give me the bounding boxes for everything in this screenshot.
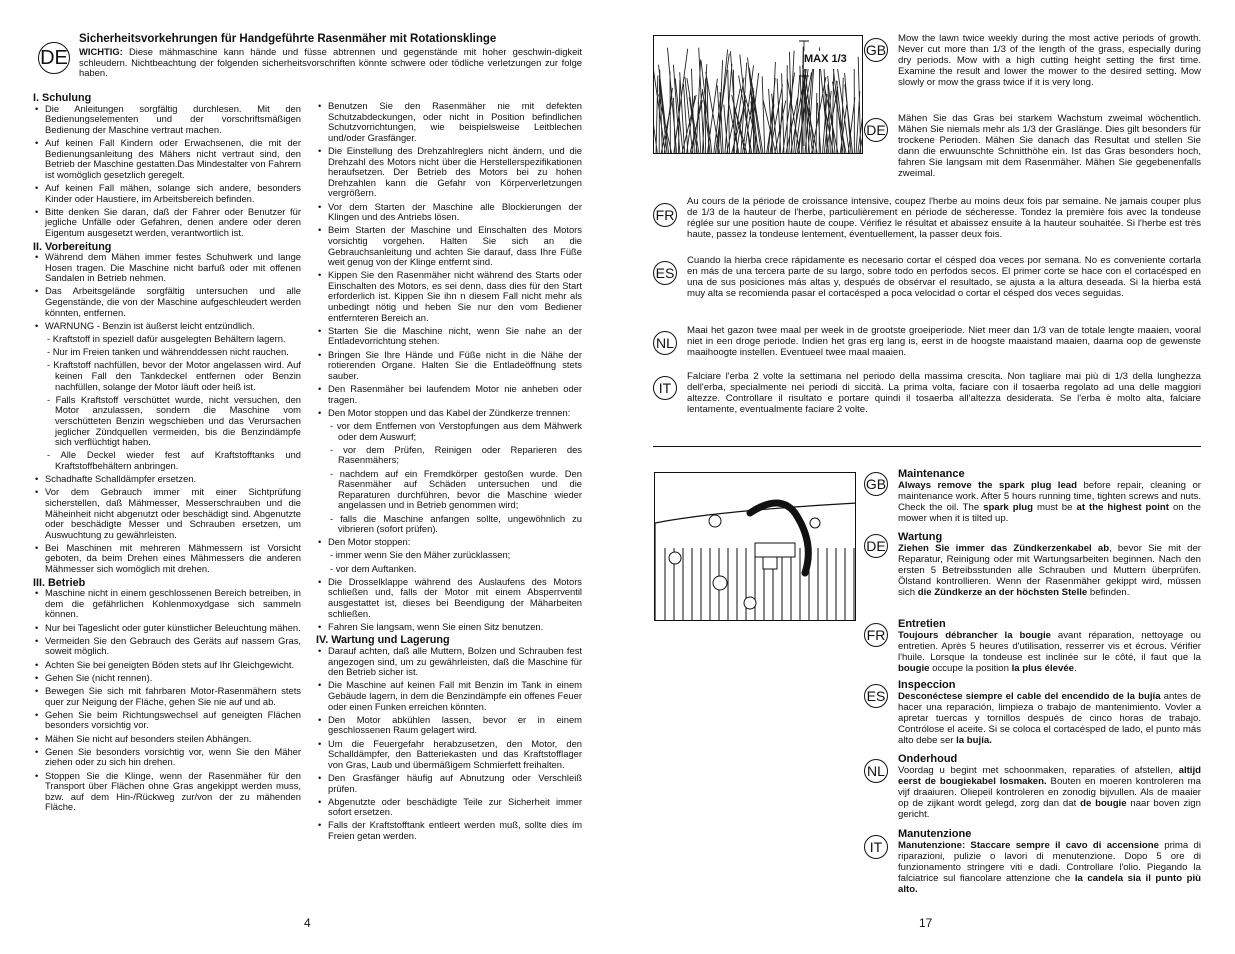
body-text: occupe la position [929, 663, 1012, 674]
mowing-paragraph-es: Cuando la hierba crece rápidamente es necesario cortar el césped doa veces por semana. No es conveniente cortarla en más de una tercera parte de su largo, sobre todo en perfodos secos. El primer corte se hace con el cortacésped en una de sus posiciones más altas y, después de obsérvar el resultado, se ajusta a la altura deseada. Si la hierba está muy alta se recomienda pasar el cortacésped a poca velocidad o cortar el césped dos veces seguidas. [687, 255, 1201, 299]
maintenance-heading: Wartung [898, 531, 943, 543]
bullet-item [316, 646, 582, 678]
bold-text: Ziehen Sie immer das Zündkerzenkabel ab [898, 543, 1110, 554]
body-text: , bevor Sie mit der Reparatur, Reinigung oder mit Wartungsarbeiten beginnen. Nach den ersten 5 Betreibsstunden alle Schrauben und Muttern überprüfen. Ölstand kontrollieren. Wenn der Rasenmäher gekippt wird, müssen sich [898, 543, 1201, 598]
body-text: on the mower when it is tilted up. [898, 502, 1201, 524]
maintenance-text [898, 480, 1201, 524]
bold-text: de bougie [1080, 798, 1127, 809]
lang-badge-de: DE [864, 118, 888, 142]
bullet-text: Stoppen Sie die Klinge, wenn der Rasenmäher für den Transport über Flächen ohne Gras angekippt werden muss, bzw. auf dem Hin-/Rückweg zur/von der zu mähenden Fläche. [45, 769, 301, 813]
bullet: • [35, 136, 39, 148]
bullet: • [318, 679, 322, 691]
bullet: • [318, 819, 322, 831]
maintenance-heading: Entretien [898, 618, 946, 630]
sub-item: - vor dem Prüfen, Reinigen oder Reparieren des Rasenmähers; [330, 443, 582, 466]
sub-item: - falls die Maschine anfangen sollte, ungewöhnlich zu vibrieren (sofort prüfen). [330, 512, 582, 535]
bullet-text: Abgenutzte oder beschädigte Teile zur Sicherheit immer sofort ersetzen. [328, 795, 582, 818]
maintenance-block-it [898, 829, 1201, 895]
sub-item: - vor dem Auftanken. [330, 562, 417, 574]
bold-text: altijd eerst de bougiekabel losmaken. [898, 765, 1201, 787]
bullet-text: Beim Starten der Maschine und Einschalten des Motors vorsichtig vorgehen. Halten Sie sich an die Gebrauchsanleitung und achten Sie darauf, dass Ihre Füße weit genug von der Klinge entfernt sind. [328, 224, 582, 268]
lang-badge-fr: FR [864, 623, 888, 647]
mowing-paragraph-fr: Au cours de la période de croissance intensive, coupez l'herbe au moins deux fois par semaine. Ne jamais couper plus de 1/3 de la hauteur de l'herbe, particulièrement en période de sécheresse. Tondez la première fois avec la tondeuse réglée sur une position haute de coupe. Vérifiez le résultat et abaissez ensuite à la hauteur souhaitée. Si l'herbe est très haute, passez la tondeuse lentement, éventuellement, la passer deux fois. [687, 196, 1201, 240]
bullet-item [33, 252, 301, 284]
body-text: antes de hacer una reparación, limpieza o trabajo de mantenimiento. Vovler a apretar tuercas y tornillos después de cinco horas de trabajo. Contrólose el aceite. Si se coloca el cortacésped de lado, el punto más alto debe ser [898, 691, 1201, 746]
bullet-text: Gehen Sie beim Richtungswechsel auf geneigten Flächen besonders vorsichtig vor. [45, 708, 301, 731]
bullet-text: Den Motor stoppen und das Kabel der Zündkerze trennen: [328, 406, 571, 418]
bullet-item [316, 384, 582, 405]
maintenance-text [898, 691, 1201, 746]
lang-badge-gb: GB [864, 38, 888, 62]
bold-text: Always remove the spark plug lead [898, 480, 1077, 491]
bullet-text: Vor dem Gebrauch immer mit einer Sichtprüfung sicherstellen, daß Mähmesser, Messerschrauben und die Mäheinheit nicht abgenutzt oder beschädigt sind. Abgenutzte oder beschädigte Messer und Schrauben ersetzen, um Auswuchtung zu gewährleisten. [45, 486, 301, 540]
maintenance-text [898, 765, 1201, 820]
bullet-text: Vermeiden Sie den Gebrauch des Geräts auf nassem Gras, soweit möglich. [45, 634, 301, 657]
bullet-item [33, 543, 301, 575]
bullet: • [318, 383, 322, 394]
body-text: prima di riparazioni, pulizie o lavori di menutenzione. Dopo 5 ore di funzionamento stringere viti e dadi. Controllare l'olio. Piegando la falciatrice sul fiancolare attenzione che [898, 840, 1201, 884]
sub-item: - immer wenn Sie den Mäher zurücklassen; [330, 549, 511, 561]
maintenance-heading: Manutenzione [898, 828, 972, 840]
sub-item: - Nur im Freien tanken und währenddessen nicht rauchen. [47, 346, 289, 358]
section-heading: III. Betrieb [33, 576, 86, 589]
spark-plug-drawing [655, 473, 856, 621]
bullet: • [318, 536, 322, 548]
sub-item: - vor dem Entfernen von Verstopfungen aus dem Mähwerk oder dem Auswurf; [330, 419, 582, 442]
bullet-text: Kippen Sie den Rasenmäher nicht während des Starts oder Einschalten des Motors, es sei denn, dass dies für den Start erforderlich ist. Kippen Sie ihn n diesem Fall nicht mehr als unbedingt nötig und heben Sie nur den vom Bediener entfernteren Bereich an. [328, 269, 582, 323]
lang-badge-de: DE [864, 534, 888, 558]
bullet: • [35, 634, 39, 646]
bullet-item [33, 138, 301, 180]
bullet-item [33, 487, 301, 540]
bullet-item [33, 747, 301, 768]
bullet: • [318, 100, 322, 111]
bullet: • [318, 771, 322, 783]
bullet: • [318, 645, 322, 656]
bullet-text: Das Arbeitsgelände sorgfältig untersuchen und alle Gegenstände, die von der Maschine aufgeschleudert werden könnten, entfernen. [45, 285, 301, 318]
bold-text: spark plug [983, 502, 1034, 513]
bullet-item [33, 623, 301, 634]
bullet: • [35, 708, 39, 720]
bullet-text: Den Motor abkühlen lassen, bevor er in einem geschlossenen Raum gelagert wird. [328, 713, 582, 736]
bullet-text: Gehen Sie (nicht rennen). [45, 671, 153, 683]
bullet: • [318, 200, 322, 212]
bullet-item [33, 588, 301, 620]
bullet-item [316, 622, 582, 633]
bullet-text: Achten Sie bei geneigten Böden stets auf Ihr Gleichgewicht. [45, 658, 295, 670]
bullet: • [35, 732, 39, 744]
bullet-text: Bewegen Sie sich mit fahrbaren Motor-Rasenmähern stets quer zur Neigung der Fläche, gehen Sie nie auf und ab. [45, 684, 301, 707]
bullet-item [33, 673, 301, 684]
bullet: • [318, 269, 322, 281]
max-cut-label: MAX 1/3 [804, 53, 847, 65]
bullet-text: Die Drosselklappe während des Auslaufens des Motors schließen und, falls der Motor mit einem Absperrventil ausgestattet ist, dieses bei Beendigung der Mäharbeiten schließen. [328, 575, 582, 619]
bullet-text: Schadhafte Schalldämpfer ersetzen. [45, 473, 197, 485]
bullet: • [35, 769, 39, 781]
bullet-text: Mähen Sie nicht auf besonders steilen Abhängen. [45, 732, 252, 744]
body-text: must be [1033, 502, 1077, 513]
bullet-text: Den Motor stoppen: [328, 536, 411, 548]
mowing-paragraph-de: Mähen Sie das Gras bei starkem Wachstum zweimal wöchentlich. Mähen Sie niemals mehr als 1/3 der Graslänge. Dies gilt besonders für trockene Perioden. Mähen Sie danach das Resultat und stellen Sie dann die erwuunschte Schnitthöhe ein. Ist das Gras besonders hoch, fahren Sie langsam mit dem Rasenmäher. Mähen Sie gegebenenfalls zweimal. [898, 113, 1201, 179]
mowing-paragraph-nl: Maai het gazon twee maal per week in de grootste groeiperiode. Niet meer dan 1/3 van de totale lengte maaien, vooral niet in een droge periode. Indien het gras erg lang is, eerst in de hoogste maaistand maaien, daarna oop de gewenste maaihoogte instellen. Eventueel twee maal maaien. [687, 325, 1201, 358]
sub-item: - Alle Deckel wieder fest auf Kraftstofftanks und Kraftstoffbehältern anbringen. [47, 449, 301, 471]
maintenance-text [898, 543, 1201, 598]
bullet-item [316, 146, 582, 199]
body-text: avant réparation, nettoyage ou entretien. Après 5 heures d'utilisation, resserrer vis et écrous. Vérifier l'huile. Lorsque la tondeuse est inclinée sur le côté, il faut que la [898, 630, 1202, 663]
bullet-item [316, 225, 582, 267]
sub-item: - nachdem auf ein Fremdkörper gestoßen wurde. Den Rasenmäher auf Schäden untersuchen und die Reparaturen durchführen, bevor die Maschine wieder angelassen und in Betrieb genommen wird; [330, 467, 582, 511]
lang-badge-nl: NL [653, 331, 677, 355]
bullet-item [316, 537, 582, 548]
bullet: • [318, 224, 322, 236]
bullet: • [318, 737, 322, 749]
sub-item: - Falls Kraftstoff verschüttet wurde, nicht versuchen, den Motor anzulassen, sondern die Maschine vom verschütteten Benzin wegschieben und das Verursachen jeglicher Zündquellen vermeiden, bis die Benzindämpfe sich verflüchtigt haben. [47, 393, 301, 448]
mowing-paragraph-gb: Mow the lawn twice weekly during the most active periods of growth. Never cut more than 1/3 of the length of the grass, especially during dry periods. Mow with a high cutting height setting the first time. Examine the result and lower the mower to the desired setting. Mow slowly or mow the grass twice if it is very long. [898, 33, 1201, 88]
bullet-text: Bringen Sie Ihre Hände und Füße nicht in die Nähe der rotierenden Organe. Halten Sie die Entladeöffnung stets sauber. [328, 348, 582, 381]
bullet-text: Den Grasfänger häufig auf Abnutzung oder Verschleiß prüfen. [328, 771, 582, 794]
page-number-left: 4 [304, 916, 311, 930]
bullet-item [33, 660, 301, 671]
body-text: naar boven zign gericht. [898, 798, 1201, 820]
bullet: • [35, 285, 39, 297]
bullet: • [318, 713, 322, 725]
warning-label: WICHTIG: [79, 46, 123, 57]
lang-badge-fr: FR [653, 203, 677, 227]
bullet: • [318, 575, 322, 587]
section-heading: I. Schulung [33, 92, 92, 104]
bullet-item [316, 408, 582, 419]
lang-badge-es: ES [653, 261, 677, 285]
bullet-item [33, 183, 301, 204]
bold-text: bougie [898, 663, 930, 674]
bullet: • [35, 658, 39, 670]
bullet: • [35, 621, 39, 633]
bullet-item [316, 326, 582, 347]
bold-text: die Zündkerze an der höchsten Stelle [917, 587, 1088, 598]
maintenance-text [898, 630, 1201, 674]
bullet-text: Auf keinen Fall mähen, solange sich andere, besonders Kinder oder Haustiere, im Arbeitsbereich befinden. [45, 181, 301, 204]
maintenance-block-de [898, 532, 1201, 598]
bullet-item [33, 207, 301, 239]
bullet-text: Darauf achten, daß alle Muttern, Bolzen und Schrauben fest angezogen sind, um zu gewährleisten, daß die Maschine für den Betrieb sicher ist. [328, 645, 582, 678]
body-text: Voordag u begint met schoonmaken, reparaties of afstellen, [898, 765, 1179, 776]
bullet-text: Vor dem Starten der Maschine alle Blockierungen der Klingen und des Antriebs lösen. [328, 200, 582, 223]
maintenance-block-fr [898, 619, 1201, 674]
bullet-text: Bei Maschinen mit mehreren Mähmessern ist Vorsicht geboten, da beim Drehen eines Mähmessers die anderen Mähmesser sich womöglich mit drehen. [45, 541, 301, 575]
maintenance-block-es [898, 680, 1201, 746]
bullet: • [35, 587, 39, 599]
bullet: • [35, 319, 39, 331]
bullet-item [316, 202, 582, 223]
lang-badge-de: DE [38, 42, 70, 74]
warning-paragraph [79, 47, 582, 79]
grass-illustration [653, 35, 863, 154]
safety-column-1 [33, 90, 301, 815]
section-heading: IV. Wartung und Lagerung [316, 634, 450, 647]
maintenance-heading: Maintenance [898, 468, 965, 480]
sub-item: - Kraftstoff nachfüllen, bevor der Motor angelassen wird. Auf keinen Fall den Tankdeckel entfernen oder Benzin nachfüllen, solange der Motor läuft oder heiß ist. [47, 359, 301, 392]
lang-badge-it: IT [864, 835, 888, 859]
bullet-text: Genen Sie besonders vorsichtig vor, wenn Sie den Mäher ziehen oder zu sich hin drehen. [45, 745, 301, 768]
bullet-item [316, 739, 582, 771]
bullet-text: Fahren Sie langsam, wenn Sie einen Sitz benutzen. [328, 620, 544, 632]
bullet-item [33, 474, 301, 485]
bullet-item [33, 734, 301, 745]
bullet: • [35, 102, 39, 114]
maintenance-heading: Inspeccion [898, 679, 956, 691]
mowing-paragraph-it: Falciare l'erba 2 volte la settimana nel periodo della massima crescita. Non tagliare mai più di 1/3 della lunghezza dell'erba, specialmente nei periodi di siccità. La prima volta, faciare con il tosaerba regolato ad una delle maggiori altezze. Controllare il risultato e portare quindi il tosaerba all'altezza desiderata. Se l'erba è molto alta, falciare lentamente, eventualmente faciare 2 volte. [687, 371, 1201, 415]
bullet-item [316, 715, 582, 736]
bullet: • [35, 205, 39, 217]
bullet: • [35, 473, 39, 485]
bullet-text: WARNUNG - Benzin ist äußerst leicht entzündlich. [45, 319, 255, 331]
sub-item: - Kraftstoff in speziell dafür ausgelegten Behältern lagern. [47, 333, 286, 345]
body-text: before repair, cleaning or maintenance work. After 5 hours running time, tighten screws and nuts. Check the oil. The [898, 480, 1201, 513]
bullet-item [33, 710, 301, 731]
bullet: • [35, 745, 39, 757]
bold-text: la plus élevée [1011, 663, 1074, 674]
bullet-item [316, 797, 582, 818]
bullet-item [316, 820, 582, 841]
warning-text: Diese mähmaschine kann hände und füsse abtrennen und gegenstände mit hoher geschwin-digkeit schleudern. Nichtbeachtung der folgenden sicherheitsvorschriften könnte schwere oder tödliche verletzungen zur folge haben. [79, 46, 582, 79]
bullet-item [316, 773, 582, 794]
bullet-item [316, 680, 582, 712]
bullet-item [316, 350, 582, 382]
maintenance-heading: Onderhoud [898, 753, 958, 765]
engine-illustration [654, 472, 856, 621]
bullet-text: Die Einstellung des Drehzahlreglers nicht ändern, und die Drehzahl des Motors nicht über die Herstellerspezifikationen heraufsetzen. Der Betrieb des Motors bei zu hohen Drehzahlen kann die Gefahr von Körperverletzungen vergrößern. [328, 144, 582, 199]
bullet-item [316, 577, 582, 619]
bullet: • [318, 795, 322, 807]
body-text: Bouten en moeren kontroleren ma vijf draaiuren. Oliepeil kontroleren en zonodig bijvullen. Als de maaier op de zijkant wordt gelegd, zorg dan dat [898, 776, 1201, 809]
body-text: befinden. [1087, 587, 1130, 598]
bullet: • [318, 406, 322, 418]
bullet-text: Starten Sie die Maschine nicht, wenn Sie nahe an der Entladevorrichtung stehen. [328, 324, 582, 347]
bold-text: at the highest point [1076, 502, 1169, 513]
bullet: • [318, 144, 322, 156]
lang-badge-gb: GB [864, 472, 888, 496]
lang-badge-nl: NL [864, 759, 888, 783]
bullet-text: Um die Feuergefahr herabzusetzen, den Motor, den Schalldämpfer, den Batteriekasten und das Kraftstofflager von Gras, Laub und übermäßigem Schmierfett freihalten. [328, 737, 582, 770]
bullet-text: Auf keinen Fall Kindern oder Erwachsenen, die mit der Bedienungsanleitung des Mähers nicht vertraut sind, den Betrieb der Maschine gestatten.Das Mindestalter von Fahrern ist womöglich gesetzlich geregelt. [45, 136, 301, 180]
maintenance-block-gb [898, 469, 1201, 524]
bullet: • [318, 348, 322, 360]
bullet: • [318, 620, 322, 632]
section-heading: II. Vorbereitung [33, 240, 112, 253]
bullet-item [33, 686, 301, 707]
bullet-text: Die Anleitungen sorgfältig durchlesen. Mit den Bedienungselementen und der vorschriftsmäßigen Bedienung der Maschine vertraut machen. [45, 102, 301, 135]
bullet-text: Benutzen Sie den Rasenmäher nie mit defekten Schutzabdeckungen, oder nicht in Position befindlichen Schutzvorrichtungen, wie beispielsweise Leitblechen und/oder Grasfänger. [328, 100, 582, 143]
bullet-text: Die Maschine auf keinen Fall mit Benzin im Tank in einem Gebäude lagern, in dem die Benzindämpfe ein offenes Feuer oder einen Funken erreichen könnten. [328, 679, 582, 712]
bullet-text: Den Rasenmäher bei laufendem Motor nie anheben oder tragen. [328, 383, 582, 405]
bullet: • [35, 671, 39, 683]
maintenance-block-nl [898, 754, 1201, 820]
bold-text: Toujours débrancher la bougie [898, 630, 1051, 641]
bold-text: la bujía. [956, 735, 992, 746]
bullet-item [316, 270, 582, 323]
bullet-text: Maschine nicht in einem geschlossenen Bereich betreiben, in dem die gefährlichen Kohlenmoxydgase sich sammeln können. [45, 587, 301, 620]
bullet-item [316, 101, 582, 143]
maintenance-text [898, 840, 1201, 895]
bullet: • [35, 684, 39, 696]
section-divider [653, 446, 1201, 447]
page-number-right: 17 [919, 916, 933, 930]
safety-column-2 [316, 101, 582, 844]
lang-badge-es: ES [864, 684, 888, 708]
bold-text: Desconéctese siempre el cable del encendido de la bujía [898, 691, 1161, 702]
bullet: • [318, 324, 322, 336]
bold-text: Manutenzione: Staccare sempre il cavo di accensione [898, 840, 1159, 851]
bullet-text: Nur bei Tageslicht oder guter künstlicher Beleuchtung mähen. [45, 621, 301, 633]
bullet: • [35, 486, 39, 498]
bullet-item [33, 286, 301, 318]
bullet-item [33, 636, 301, 657]
bullet-item [33, 771, 301, 813]
body-text: . [1074, 663, 1077, 674]
lang-badge-it: IT [653, 376, 677, 400]
page-title: Sicherheitsvorkehrungen für Handgeführte Rasenmäher mit Rotationsklinge [79, 33, 497, 45]
bullet-text: Während dem Mähen immer festes Schuhwerk und lange Hosen tragen. Die Maschine nicht barfuß oder mit offenen Sandalen in Betrieb nehmen. [45, 251, 301, 284]
bullet-text: Falls der Kraftstofftank entleert werden muß, sollte dies im Freien getan werden. [328, 819, 582, 842]
bullet: • [35, 181, 39, 193]
bullet-item [33, 321, 301, 332]
bullet: • [35, 541, 39, 553]
bullet-text: Bitte denken Sie daran, daß der Fahrer oder Benutzer für jegliche Unfälle oder Gefahren, denen andere oder deren Eigentum ausgesetzt werden, verantwortlich ist. [45, 205, 301, 238]
bold-text: la candela sia il punto più alto. [898, 873, 1202, 895]
bullet: • [35, 251, 39, 263]
bullet-item [33, 104, 301, 136]
